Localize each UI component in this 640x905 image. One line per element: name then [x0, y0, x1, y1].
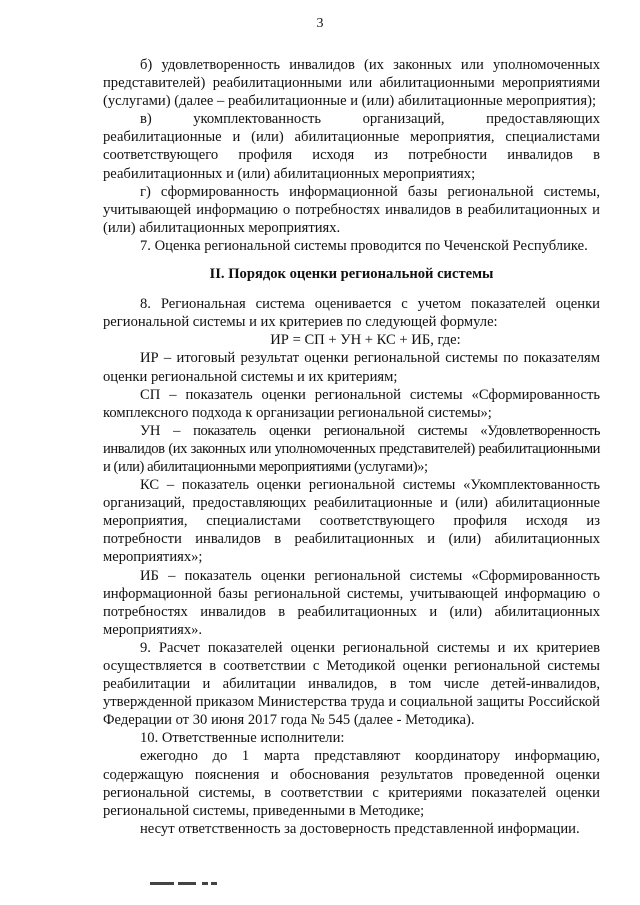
definition-un: УН – показатель оценки региональной системы «Удовлетворенность инвалидов (их законных или уполномоченных представителей) реабилитационными и (или) абилитационными мероприятиями (услугами)»;: [103, 422, 600, 475]
formula: ИР = СП + УН + КС + ИБ, где:: [270, 332, 461, 349]
paragraph-8: 8. Региональная система оценивается с учетом показателей оценки региональной системы и их критериев по следующей формуле:: [103, 296, 600, 331]
paragraph-v: в) укомплектованность организаций, предоставляющих реабилитационные и (или) абилитационные мероприятия, специалистами соответствующего профиля исходя из потребности инвалидов в реабилитационных и (или) абилитационных мероприятиях;: [103, 111, 600, 182]
scan-artifact-mark: [150, 882, 220, 886]
document-body: [103, 56, 600, 838]
definition-ir: ИР – итоговый результат оценки региональной системы по показателям оценки региональной системы и их критериям;: [103, 350, 600, 385]
definition-sp: СП – показатель оценки региональной системы «Сформированность комплексного подхода к организации региональной системы»;: [103, 386, 600, 421]
paragraph-10: 10. Ответственные исполнители:: [140, 730, 345, 747]
paragraph-9: 9. Расчет показателей оценки региональной системы и их критериев осуществляется в соответствии с Методикой оценки региональной системы реабилитации и абилитации инвалидов, в том числе детей-инвалидов, утвержденной приказом Министерства труда и социальной защиты Российской Федерации от 30 июня 2017 года № 545 (далее - Методика).: [103, 639, 600, 729]
paragraph-10-item-1: ежегодно до 1 марта представляют координатору информацию, содержащую пояснения и обоснования результатов проведенной оценки региональной системы, в соответствии с критериями показателей оценки региональной системы, приведенными в Методике;: [103, 748, 600, 819]
paragraph-b: б) удовлетворенность инвалидов (их законных или уполномоченных представителей) реабилитационными или абилитационными мероприятиями (услугами) (далее – реабилитационные и (или) абилитационные мероприятия);: [103, 57, 600, 110]
paragraph-10-item-2: несут ответственность за достоверность представленной информации.: [140, 820, 580, 837]
definition-ib: ИБ – показатель оценки региональной системы «Сформированность информационной базы региональной системы, учитывающей информацию о потребностях инвалидов в реабилитационных и (или) абилитационных мероприятиях».: [103, 567, 600, 638]
page-number: 3: [316, 16, 324, 31]
section-heading: II. Порядок оценки региональной системы: [209, 266, 494, 283]
definition-ks: КС – показатель оценки региональной системы «Укомплектованность организаций, предоставляющих реабилитационные и (или) абилитационные мероприятия, специалистами соответствующего профиля исходя из потребности инвалидов в реабилитационных и (или) абилитационных мероприятиях»;: [103, 477, 600, 566]
paragraph-7: 7. Оценка региональной системы проводится по Чеченской Республике.: [140, 237, 588, 254]
paragraph-g: г) сформированность информационной базы региональной системы, учитывающей информацию о потребностях инвалидов в реабилитационных и (или) абилитационных мероприятиях.: [103, 183, 600, 236]
